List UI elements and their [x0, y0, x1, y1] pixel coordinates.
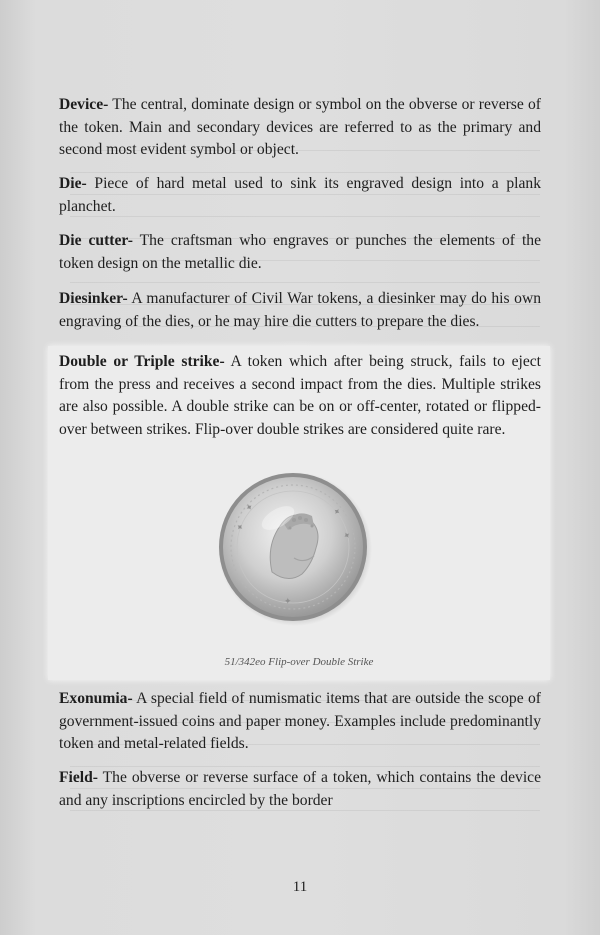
svg-text:✦: ✦ [243, 501, 256, 514]
entry-term: Diesinker- [59, 290, 128, 307]
svg-text:✦: ✦ [330, 505, 343, 518]
double-strike-coin-photo [214, 468, 372, 626]
entry-definition: The obverse or reverse surface of a token, which contains the device and any inscriptions encircled by the border [59, 769, 541, 809]
glossary-entry-field [59, 767, 541, 812]
entry-term: Field- [59, 769, 98, 786]
glossary-entry-die [59, 173, 541, 218]
entry-term: Exonumia- [59, 690, 133, 707]
entry-term: Die- [59, 175, 87, 192]
glossary-entry-exonumia [59, 688, 541, 756]
entry-definition: The craftsman who engraves or punches the elements of the token design on the metallic die. [59, 232, 542, 272]
page-number: 11 [292, 879, 308, 895]
entry-definition: The central, dominate design or symbol on the obverse or reverse of the token. Main and secondary devices are referred to as the primary and second most evident symbol or object. [59, 96, 541, 158]
entry-term: Die cutter- [59, 232, 133, 249]
figure-caption: 51/342eo Flip-over Double Strike [224, 656, 374, 668]
svg-text:✦: ✦ [233, 521, 247, 534]
svg-text:✦: ✦ [340, 529, 353, 542]
glossary-entry-die-cutter [59, 230, 541, 275]
entry-term: Double or Triple strike- [59, 353, 225, 370]
entry-term: Device- [59, 96, 109, 113]
svg-text:✦: ✦ [284, 596, 292, 606]
entry-definition: A special field of numismatic items that are outside the scope of government-issued coins and paper money. Examples include predominantly token and metal-related fields. [59, 690, 541, 752]
glossary-entry-diesinker [59, 288, 541, 333]
entry-definition: A token which after being struck, fails to eject from the press and receives a second impact from the dies. Multiple strikes are also possible. A double strike can be on or off-center, rotated or flipped-over between strikes. Flip-over double strikes are considered quite rare. [59, 353, 542, 438]
glossary-entry-double-strike [59, 351, 541, 441]
glossary-entry-device [59, 94, 541, 162]
entry-definition: A manufacturer of Civil War tokens, a diesinker may do his own engraving of the dies, or he may hire die cutters to prepare the dies. [59, 290, 541, 330]
entry-definition: Piece of hard metal used to sink its engraved design into a plank planchet. [59, 175, 541, 215]
coin-image [214, 468, 372, 626]
